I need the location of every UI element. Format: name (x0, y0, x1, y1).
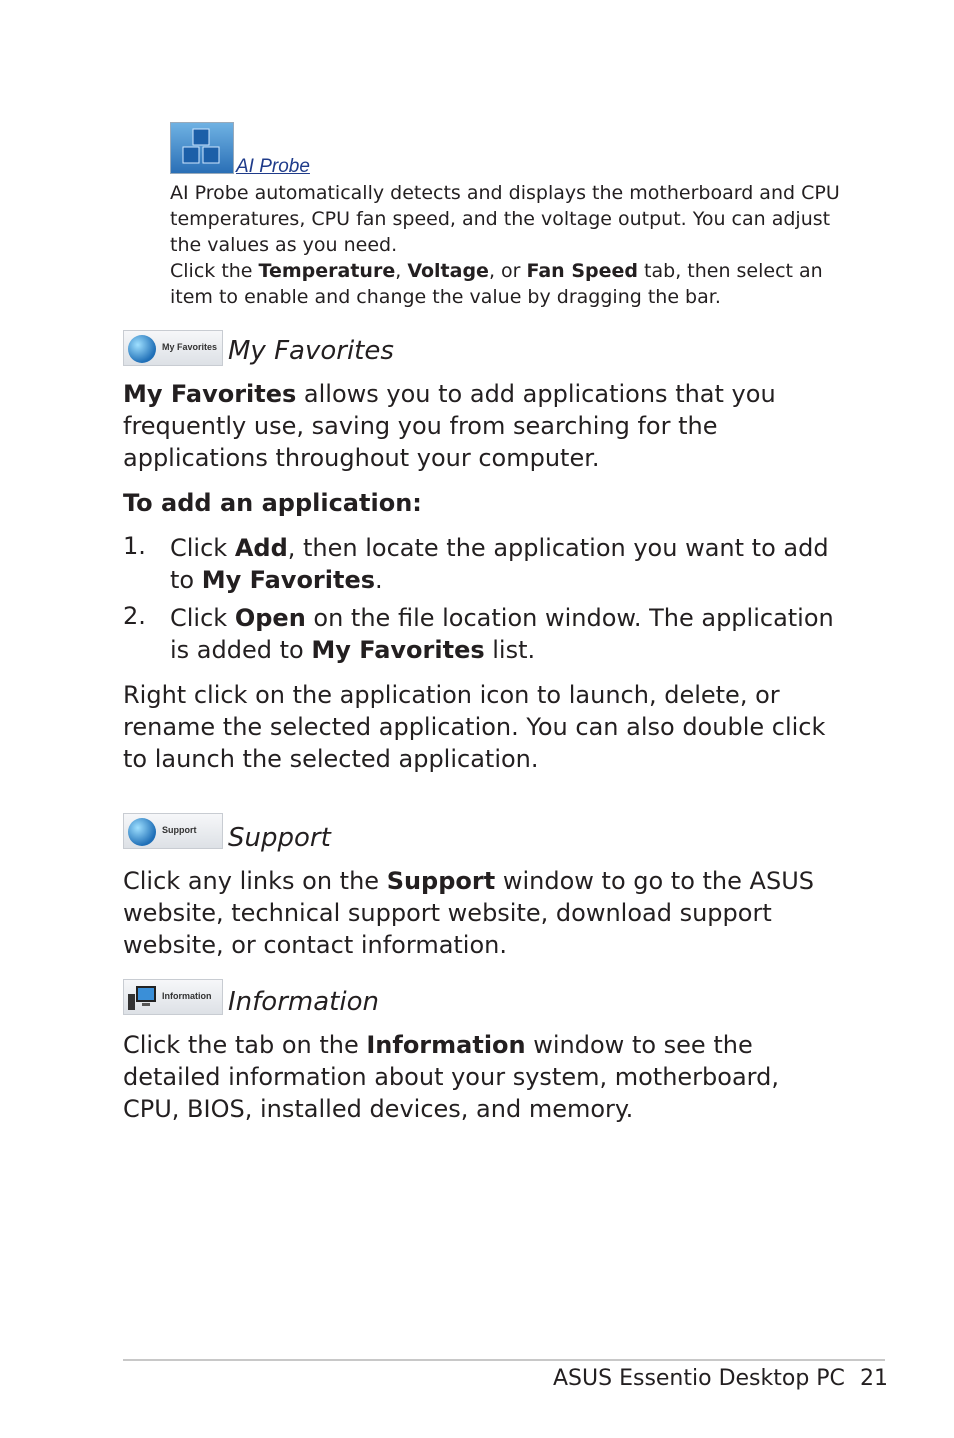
ai-probe-description (170, 180, 850, 310)
footer-divider (123, 1359, 885, 1361)
my-favorites-intro: My Favorites allows you to add applications that you frequently use, saving you from searching for the applications throughout your computer. (123, 380, 776, 472)
information-description: Click the tab on the Information window to see the detailed information about your system, motherboard, CPU, BIOS, installed devices, and memory. (123, 1031, 779, 1123)
my-favorites-icon-label: My Favorites (162, 342, 218, 352)
my-favorites-outro: Right click on the application icon to launch, delete, or rename the selected application. You can also double click to launch the selected application. (123, 681, 826, 773)
information-icon-label: Information (162, 991, 212, 1001)
my-favorites-title: My Favorites (228, 336, 394, 366)
information-title: Information (228, 987, 379, 1017)
footer-doc-title: ASUS Essentio Desktop PC (553, 1366, 845, 1391)
support-icon-label: Support (162, 825, 197, 835)
favorites-globe-icon (128, 335, 156, 363)
my-favorites-icon (123, 330, 223, 366)
support-description: Click any links on the Support window to go to the ASUS website, technical support website, download support website, or contact information. (123, 867, 814, 959)
ai-probe-icon (170, 122, 234, 174)
support-title: Support (228, 823, 331, 853)
step-1-number: 1. (123, 532, 146, 560)
step-2-number: 2. (123, 602, 146, 630)
step-1-text: Click Add, then locate the application you want to add to My Favorites. (170, 534, 829, 594)
ai-probe-paragraph-2: Click the Temperature, Voltage, or Fan Speed tab, then select an item to enable and change the value by dragging the bar. (170, 260, 823, 308)
add-application-heading: To add an application: (123, 489, 422, 517)
information-icon (123, 979, 223, 1015)
step-2-text: Click Open on the file location window. The application is added to My Favorites list. (170, 604, 834, 664)
support-icon (123, 813, 223, 849)
monitor-icon (127, 984, 159, 1012)
support-globe-icon (128, 818, 156, 846)
ai-probe-paragraph-1: AI Probe automatically detects and displays the motherboard and CPU temperatures, CPU fan speed, and the voltage output. You can adjust the values as you need. (170, 182, 840, 256)
ai-probe-title[interactable]: AI Probe (236, 156, 310, 177)
page-number: 21 (860, 1366, 888, 1391)
